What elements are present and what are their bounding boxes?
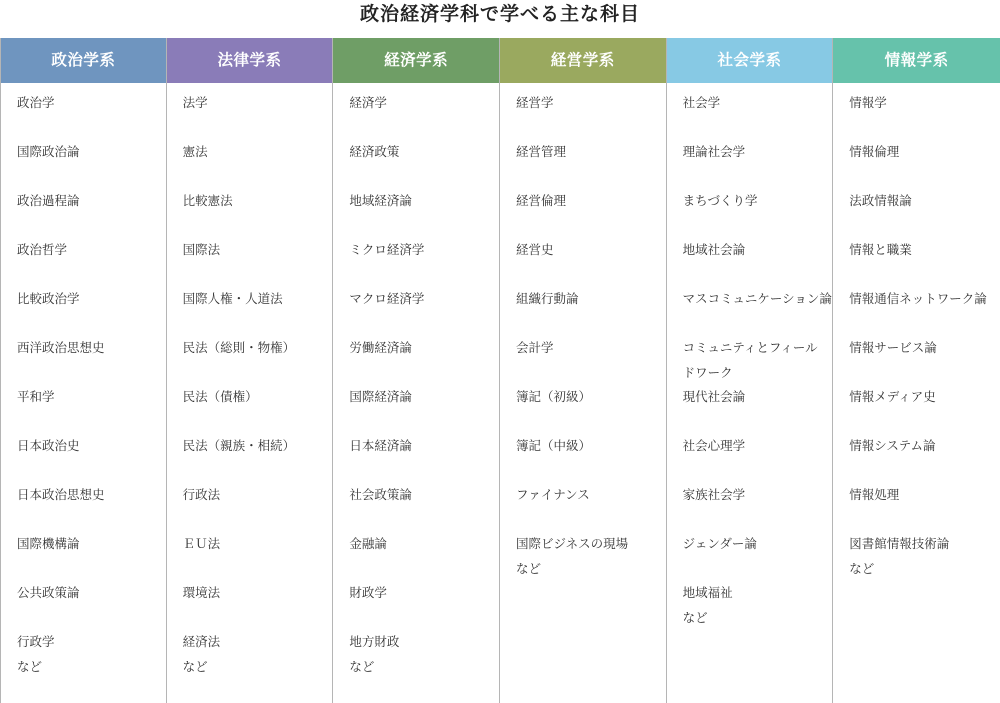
list-item — [849, 91, 1000, 140]
list-item — [17, 532, 166, 581]
column-header: 政治学系 — [1, 38, 166, 83]
subject-label: 日本政治思想史 — [17, 487, 105, 502]
list-item — [683, 189, 833, 238]
list-item — [17, 630, 166, 679]
subject-label: など — [682, 609, 708, 625]
subject-label: 民法（親族・相続） — [182, 438, 296, 453]
subject-label: コミュニティとフィール — [682, 340, 818, 355]
subject-label: 金融論 — [349, 536, 387, 551]
subject-label: 経営管理 — [515, 144, 566, 159]
subject-label: 家族社会学 — [682, 487, 746, 502]
subject-label: 憲法 — [182, 144, 208, 159]
subject-label: 図書館情報技術論 — [849, 536, 950, 551]
subject-list — [667, 83, 833, 630]
subject-label: 比較憲法 — [182, 193, 233, 208]
list-item — [17, 581, 166, 630]
subject-label: 社会学 — [682, 95, 721, 110]
list-item — [183, 385, 333, 434]
subject-label: 会計学 — [515, 340, 554, 355]
list-item — [516, 189, 666, 238]
column-header: 法律学系 — [167, 38, 333, 83]
subject-label: 西洋政治思想史 — [17, 340, 105, 355]
list-item — [849, 483, 1000, 532]
subject-label: など — [849, 560, 875, 576]
list-item — [349, 189, 499, 238]
subject-column — [500, 38, 667, 703]
subject-label: 情報学 — [849, 95, 887, 110]
subject-label: 公共政策論 — [17, 585, 80, 600]
subject-label: 経済法 — [182, 634, 221, 649]
subject-label: など — [349, 658, 375, 674]
list-item — [516, 532, 666, 581]
list-item — [349, 238, 499, 287]
list-item — [349, 581, 499, 630]
list-item — [349, 140, 499, 189]
subject-label: 地域経済論 — [349, 193, 412, 208]
list-item — [17, 287, 166, 336]
subject-label: 民法（総則・物権） — [182, 340, 296, 355]
list-item — [683, 91, 833, 140]
subject-list — [500, 83, 666, 581]
subject-label: 情報通信ネットワーク論 — [849, 291, 987, 306]
subject-label: 国際経済論 — [349, 389, 412, 404]
subject-label: 日本経済論 — [349, 438, 412, 453]
subject-label: 日本政治史 — [17, 438, 80, 453]
subject-label: 行政法 — [182, 487, 221, 502]
list-item — [516, 434, 666, 483]
subject-label: ミクロ経済学 — [349, 242, 425, 257]
list-item — [516, 91, 666, 140]
list-item — [849, 238, 1000, 287]
list-item — [849, 385, 1000, 434]
list-item — [849, 140, 1000, 189]
list-item — [349, 287, 499, 336]
list-item — [183, 336, 333, 385]
list-item — [17, 434, 166, 483]
column-header: 情報学系 — [833, 38, 1000, 83]
subject-label: 労働経済論 — [349, 340, 412, 355]
subject-label: 情報サービス論 — [849, 340, 937, 355]
list-item — [683, 336, 833, 385]
subject-label: 地方財政 — [349, 634, 400, 649]
list-item — [17, 91, 166, 140]
list-item — [516, 483, 666, 532]
subject-label: ファイナンス — [515, 487, 590, 502]
subject-label: 環境法 — [182, 585, 221, 600]
list-item — [683, 238, 833, 287]
subject-label: 比較政治学 — [17, 291, 80, 306]
list-item — [183, 434, 333, 483]
subject-label: ジェンダー論 — [682, 536, 757, 551]
subject-label: ＥＵ法 — [182, 536, 221, 551]
list-item — [183, 91, 333, 140]
subject-label: 経営史 — [515, 242, 554, 257]
subject-label: 現代社会論 — [682, 389, 746, 404]
list-item — [349, 630, 499, 679]
subject-column — [333, 38, 500, 703]
list-item — [683, 581, 833, 630]
subject-label: 情報メディア史 — [849, 389, 936, 404]
column-header: 社会学系 — [667, 38, 833, 83]
list-item — [183, 238, 333, 287]
list-item — [183, 483, 333, 532]
list-item — [17, 140, 166, 189]
subject-label: 情報処理 — [849, 487, 900, 502]
list-item — [349, 385, 499, 434]
subject-label: 情報システム論 — [849, 438, 936, 453]
list-item — [516, 385, 666, 434]
subject-label: 情報倫理 — [849, 144, 900, 159]
subject-column — [0, 38, 167, 703]
list-item — [849, 434, 1000, 483]
list-item — [516, 287, 666, 336]
list-item — [349, 336, 499, 385]
list-item — [683, 385, 833, 434]
list-item — [17, 336, 166, 385]
subject-label: 地域社会論 — [682, 242, 746, 257]
subject-label: など — [17, 658, 43, 674]
subject-label: など — [515, 560, 541, 576]
subject-label: 財政学 — [349, 585, 387, 600]
list-item — [17, 483, 166, 532]
column-header: 経営学系 — [500, 38, 666, 83]
subject-table — [0, 38, 1000, 703]
subject-label: 法政情報論 — [849, 193, 912, 208]
subject-column — [833, 38, 1000, 703]
subject-label: 国際法 — [182, 242, 221, 257]
subject-label: 法学 — [182, 95, 208, 110]
subject-label: 経営学 — [515, 95, 554, 110]
subject-label: まちづくり学 — [682, 193, 758, 208]
subject-label: 簿記（初級） — [515, 389, 591, 404]
subject-list — [1, 83, 166, 679]
list-item — [183, 630, 333, 679]
list-item — [17, 385, 166, 434]
list-item — [516, 336, 666, 385]
subject-label: 政治過程論 — [17, 193, 80, 208]
subject-label: 理論社会学 — [682, 144, 746, 159]
list-item — [17, 189, 166, 238]
subject-label: 情報と職業 — [849, 242, 912, 257]
list-item — [849, 189, 1000, 238]
subject-list — [167, 83, 333, 679]
subject-label: 社会政策論 — [349, 487, 412, 502]
list-item — [683, 434, 833, 483]
list-item — [183, 532, 333, 581]
list-item — [17, 238, 166, 287]
subject-label: 国際政治論 — [17, 144, 80, 159]
list-item — [849, 336, 1000, 385]
subject-label: 国際ビジネスの現場 — [515, 536, 629, 551]
subject-label: 社会心理学 — [682, 438, 746, 453]
subject-label: 地域福祉 — [682, 585, 733, 600]
list-item — [349, 434, 499, 483]
subject-label: ドワーク — [682, 364, 733, 380]
list-item — [349, 91, 499, 140]
list-item — [683, 483, 833, 532]
column-header: 経済学系 — [333, 38, 499, 83]
list-item — [183, 581, 333, 630]
subject-label: 経済学 — [349, 95, 387, 110]
list-item — [183, 287, 333, 336]
list-item — [183, 140, 333, 189]
subject-label: など — [182, 658, 208, 674]
subject-label: 平和学 — [17, 389, 55, 404]
list-item — [683, 287, 833, 336]
subject-label: 国際人権・人道法 — [182, 291, 283, 306]
list-item — [683, 140, 833, 189]
subject-label: 国際機構論 — [17, 536, 80, 551]
list-item — [349, 483, 499, 532]
list-item — [349, 532, 499, 581]
list-item — [516, 238, 666, 287]
list-item — [683, 532, 833, 581]
subject-label: 行政学 — [17, 634, 55, 649]
list-item — [849, 532, 1000, 581]
subject-column — [167, 38, 334, 703]
subject-label: 経済政策 — [349, 144, 400, 159]
subject-label: 簿記（中級） — [515, 438, 591, 453]
subject-list — [833, 83, 1000, 581]
subject-label: 経営倫理 — [515, 193, 566, 208]
subject-label: 政治学 — [17, 95, 55, 110]
subject-column — [667, 38, 834, 703]
list-item — [183, 189, 333, 238]
subject-list — [333, 83, 499, 679]
page-title: 政治経済学科で学べる主な科目 — [359, 3, 640, 25]
subject-label: 政治哲学 — [17, 242, 68, 257]
subject-label: 組織行動論 — [515, 291, 579, 306]
list-item — [516, 140, 666, 189]
subject-label: マクロ経済学 — [349, 291, 425, 306]
subject-label: マスコミュニケーション論 — [682, 291, 832, 306]
subject-label: 民法（債権） — [182, 389, 258, 404]
list-item — [849, 287, 1000, 336]
